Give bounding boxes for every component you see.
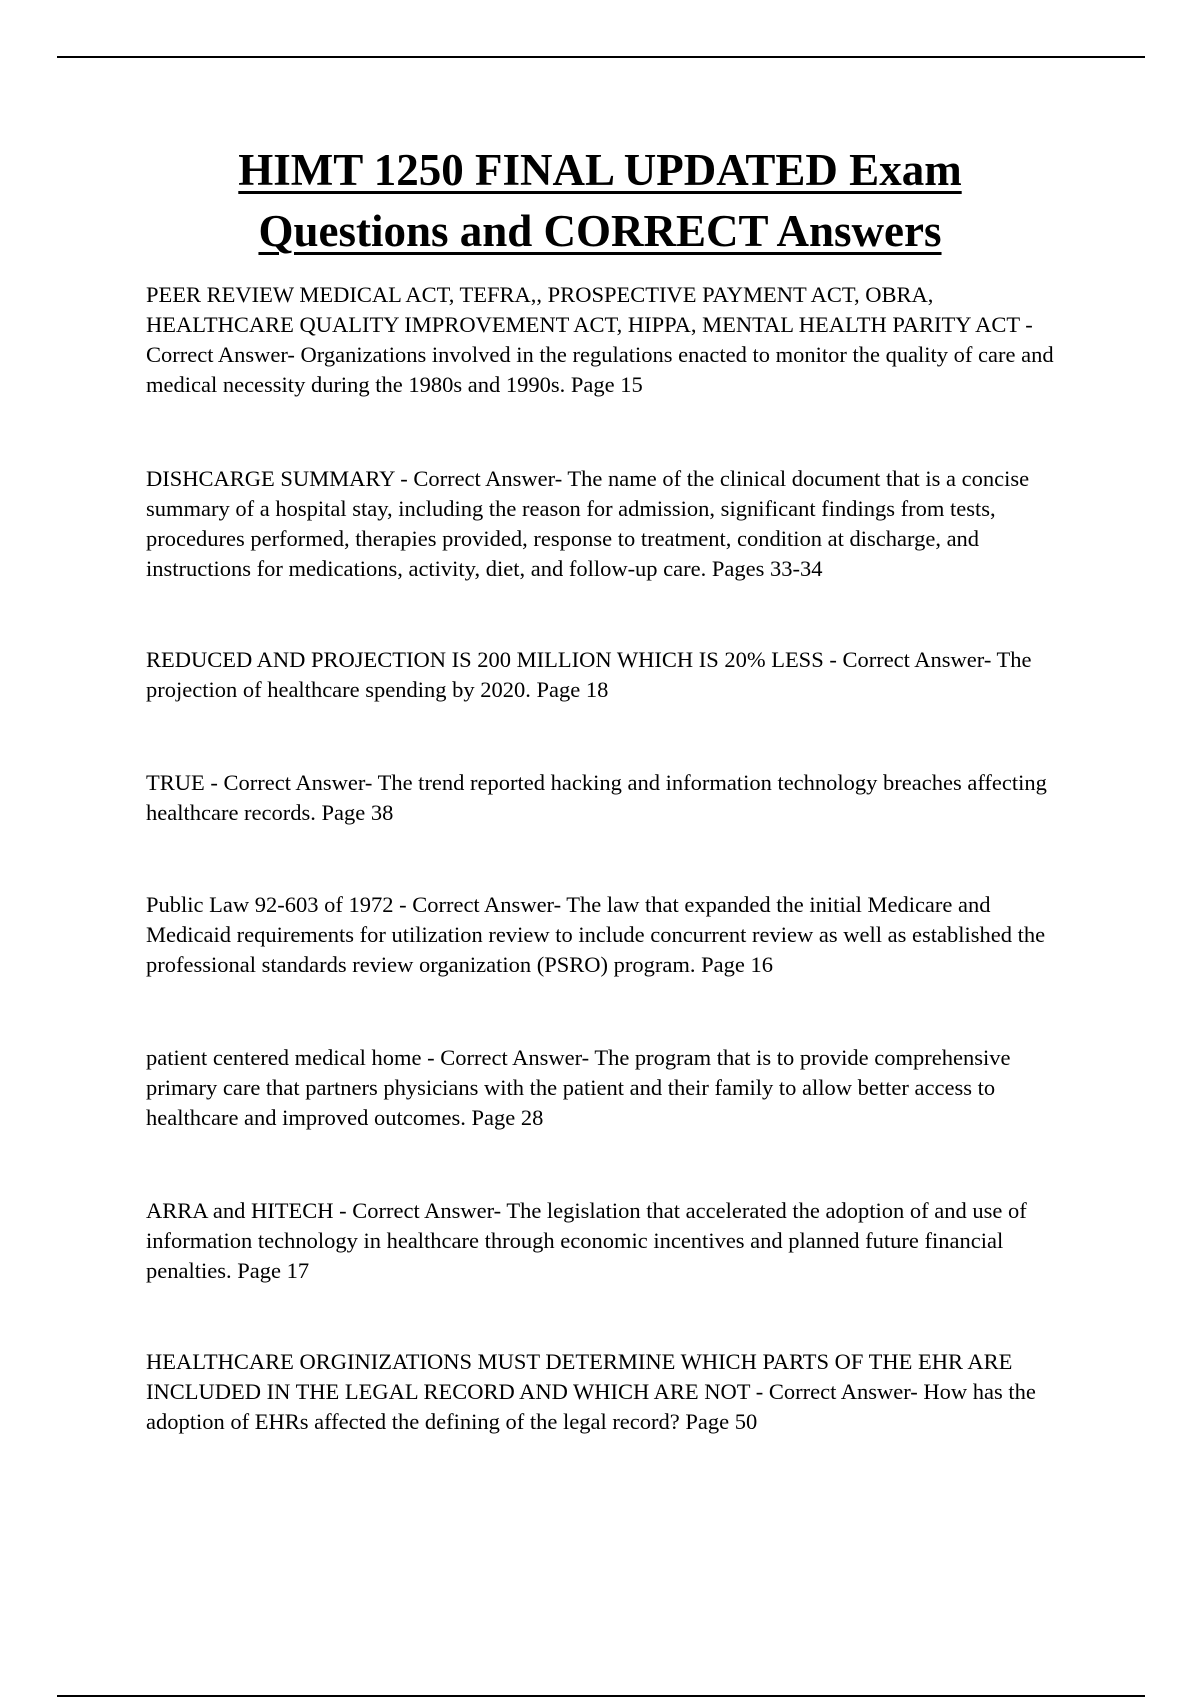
title-line-2: Questions and CORRECT Answers [258,206,942,256]
qa-entry: HEALTHCARE ORGINIZATIONS MUST DETERMINE WHICH PARTS OF THE EHR ARE INCLUDED IN THE LEGAL RECORD AND WHICH ARE NOT - Correct Answer- How has the adoption of EHRs affected the defining of the legal record? Page 50 [146,1349,1036,1434]
qa-entry: DISHCARGE SUMMARY - Correct Answer- The name of the clinical document that is a concise summary of a hospital stay, including the reason for admission, significant findings from tests, procedures performed, therapies provided, response to treatment, condition at discharge, and instructions for medications, activity, diet, and follow-up care. Pages 33-34 [146,466,1030,581]
top-rule [57,56,1145,58]
title-line-1: HIMT 1250 FINAL UPDATED Exam [238,145,962,195]
qa-entry: TRUE - Correct Answer- The trend reported hacking and information technology breaches affecting healthcare records. Page 38 [146,770,1047,825]
qa-entry: PEER REVIEW MEDICAL ACT, TEFRA,, PROSPECTIVE PAYMENT ACT, OBRA, HEALTHCARE QUALITY IMPROVEMENT ACT, HIPPA, MENTAL HEALTH PARITY ACT - Correct Answer- Organizations involved in the regulations enacted to monitor the quality of care and medical necessity during the 1980s and 1990s. Page 15 [146,282,1054,397]
bottom-rule [57,1695,1145,1697]
qa-entry: REDUCED AND PROJECTION IS 200 MILLION WHICH IS 20% LESS - Correct Answer- The projection of healthcare spending by 2020. Page 18 [146,647,1032,702]
document-title [100,140,1100,262]
qa-entry: Public Law 92-603 of 1972 - Correct Answer- The law that expanded the initial Medicare and Medicaid requirements for utilization review to include concurrent review as well as established the professional standards review organization (PSRO) program. Page 16 [146,892,1046,977]
qa-entry: patient centered medical home - Correct Answer- The program that is to provide comprehensive primary care that partners physicians with the patient and their family to allow better access to healthcare and improved outcomes. Page 28 [146,1045,1011,1130]
qa-entry: ARRA and HITECH - Correct Answer- The legislation that accelerated the adoption of and use of information technology in healthcare through economic incentives and planned future financial penalties. Page 17 [146,1198,1027,1283]
